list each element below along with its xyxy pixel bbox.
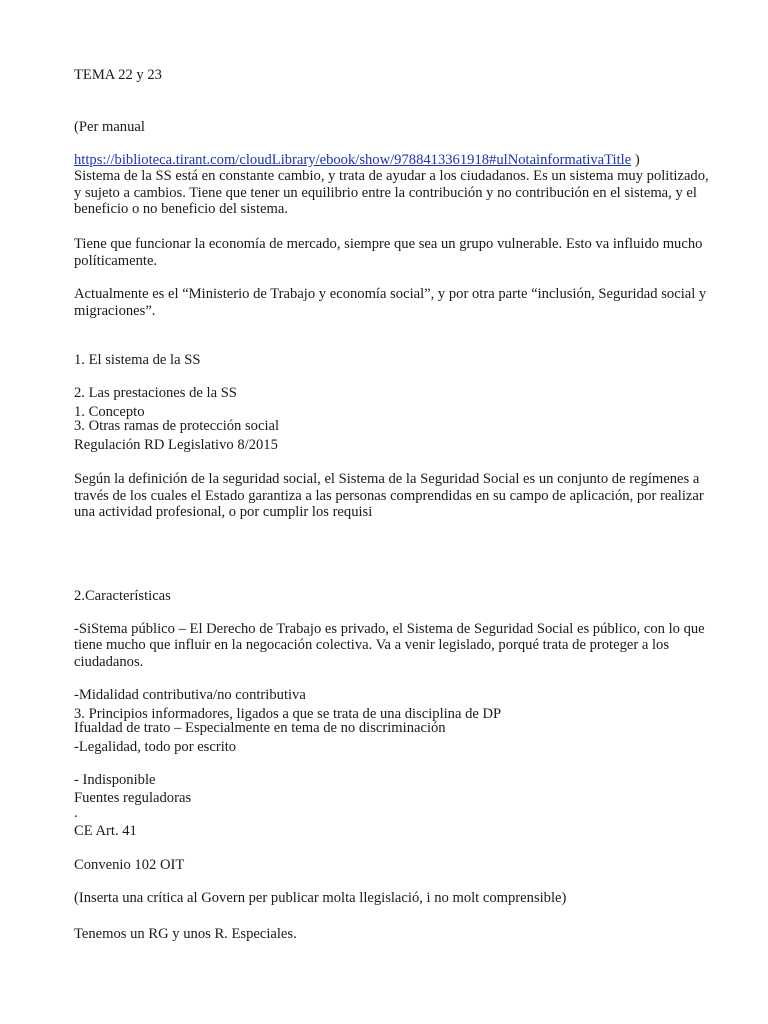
principios-item: -Legalidad, todo por escrito — [74, 738, 237, 755]
caracteristicas-item: -SiStema público – El Derecho de Trabajo es privado, el Sistema de Seguridad Social es público, con lo que tiene mucho que influir en la negocación colectiva. Va a venir legislado, porqué trata de proteger a los ciudadanos. — [74, 620, 705, 670]
principios-item: . — [74, 805, 78, 822]
fuentes-convenio: Convenio 102 OIT — [74, 857, 185, 873]
manual-suffix: ) — [631, 151, 640, 168]
index-item: 3. Otras ramas de protección social — [74, 417, 280, 434]
caracteristicas-heading: 2.Características — [74, 587, 171, 604]
principios-section — [74, 689, 714, 838]
fuentes-critica: (Inserta una crítica al Govern per publicar molta llegislació, i no molt comprensible) — [74, 890, 567, 906]
fuentes-ce: CE Art. 41 — [74, 823, 137, 839]
index-list — [74, 335, 714, 451]
manual-link-line — [74, 152, 714, 169]
caracteristicas-item: -Midalidad contributiva/no contributiva — [74, 687, 306, 704]
manual-prefix: (Per manual — [74, 118, 145, 135]
principios-item: - Indisponible — [74, 771, 156, 788]
paragraph-economia: Tiene que funcionar la economía de mercado, siempre que sea un grupo vulnerable. Esto va influido mucho políticamente. — [74, 236, 703, 269]
document-title: TEMA 22 y 23 — [74, 67, 162, 83]
fuentes-regimenes: Tenemos un RG y unos R. Especiales. — [74, 926, 297, 942]
paragraph-ministerio: Actualmente es el “Ministerio de Trabajo y economía social”, y por otra parte “inclusión, Seguridad social y migraciones”. — [74, 286, 707, 319]
index-item: 2. Las prestaciones de la SS — [74, 384, 237, 401]
caracteristicas-item: Ifualdad de trato – Especialmente en tema de no discriminación — [74, 720, 446, 737]
manual-link[interactable]: https://biblioteca.tirant.com/cloudLibrary/ebook/show/9788413361918#ulNotainformativaTitle — [74, 151, 632, 168]
index-item: 1. El sistema de la SS — [74, 351, 201, 368]
definicion-paragraph: Según la definición de la seguridad social, el Sistema de la Seguridad Social es un conjunto de regímenes a través de los cuales el Estado garantiza a las personas comprendidas en su campo de aplicación, por realizar una actividad profesional, o por cumplir los requisi — [74, 471, 704, 521]
concepto-heading: 1. Concepto — [74, 404, 145, 420]
paragraph-intro: Sistema de la SS está en constante cambio, y trata de ayudar a los ciudadanos. Es un sistema muy politizado, y sujeto a cambios. Tiene que tener un equilibrio entre la contribución y no contribución en el sistema, y el beneficio o no beneficio del sistema. — [74, 168, 709, 218]
fuentes-heading: Fuentes reguladoras — [74, 790, 192, 806]
principios-heading: 3. Principios informadores, ligados a que se trata de una disciplina de DP — [74, 705, 502, 722]
regulacion-line: Regulación RD Legislativo 8/2015 — [74, 437, 278, 453]
